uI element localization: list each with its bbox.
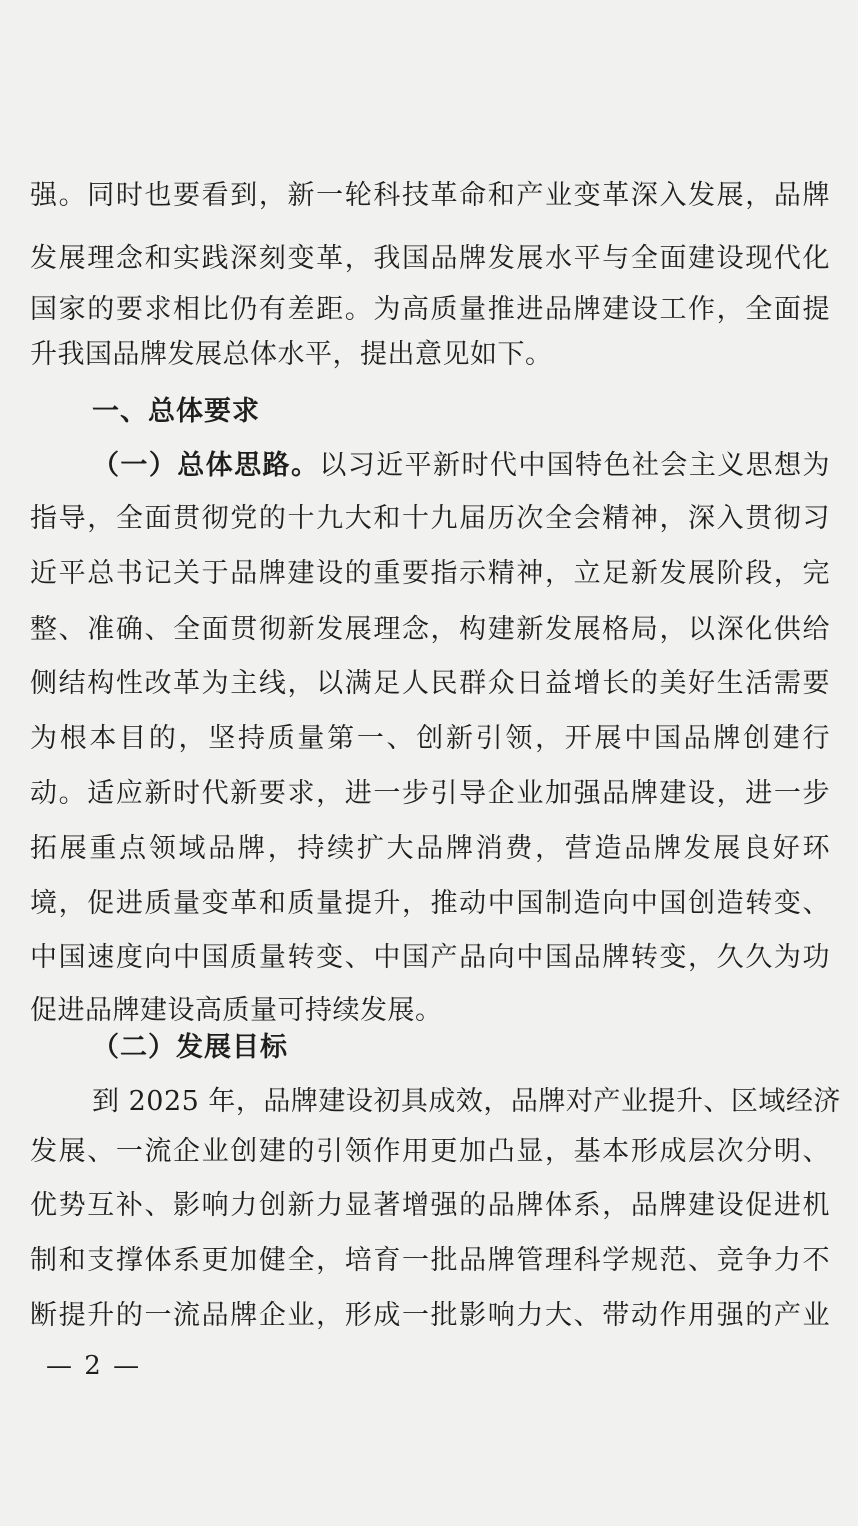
subsection-lead: （一）总体思路。 [92, 450, 320, 481]
paragraph-line: 制和支撑体系更加健全，培育一批品牌管理科学规范、竞争力不 [30, 1245, 830, 1276]
paragraph-line: 断提升的一流品牌企业，形成一批影响力大、带动作用强的产业 [30, 1300, 830, 1331]
subsection-first-line-text: 以习近平新时代中国特色社会主义思想为 [319, 450, 831, 481]
paragraph-line: 促进品牌建设高质量可持续发展。 [30, 995, 443, 1026]
paragraph-line: 发展、一流企业创建的引领作用更加凸显，基本形成层次分明、 [30, 1136, 830, 1167]
paragraph-line: 发展理念和实践深刻变革，我国品牌发展水平与全面建设现代化 [30, 243, 830, 274]
subsection-first-line [92, 446, 830, 486]
page-number: — 2 — [46, 1351, 142, 1381]
paragraph-line: 中国速度向中国质量转变、中国产品向中国品牌转变，久久为功 [30, 942, 830, 973]
subsection-heading: （二）发展目标 [92, 1032, 288, 1063]
paragraph-line: 侧结构性改革为主线，以满足人民群众日益增长的美好生活需要 [30, 668, 830, 699]
paragraph-line: 动。适应新时代新要求，进一步引导企业加强品牌建设，进一步 [30, 778, 830, 809]
paragraph-line: 国家的要求相比仍有差距。为高质量推进品牌建设工作，全面提 [30, 294, 830, 325]
paragraph-line: 境，促进质量变革和质量提升，推动中国制造向中国创造转变、 [30, 888, 830, 919]
subsection-first-line: 到 2025 年，品牌建设初具成效，品牌对产业提升、区域经济 [92, 1086, 841, 1117]
section-heading: 一、总体要求 [92, 396, 260, 427]
paragraph-line: 为根本目的，坚持质量第一、创新引领，开展中国品牌创建行 [30, 723, 830, 754]
paragraph-line: 优势互补、影响力创新力显著增强的品牌体系，品牌建设促进机 [30, 1190, 830, 1221]
paragraph-line: 升我国品牌发展总体水平，提出意见如下。 [30, 339, 553, 370]
paragraph-line: 指导，全面贯彻党的十九大和十九届历次全会精神，深入贯彻习 [30, 503, 830, 534]
paragraph-line: 拓展重点领域品牌，持续扩大品牌消费，营造品牌发展良好环 [30, 833, 830, 864]
paragraph-line: 强。同时也要看到，新一轮科技革命和产业变革深入发展，品牌 [30, 180, 830, 211]
paragraph-line: 近平总书记关于品牌建设的重要指示精神，立足新发展阶段，完 [30, 558, 830, 589]
paragraph-line: 整、准确、全面贯彻新发展理念，构建新发展格局，以深化供给 [30, 614, 830, 645]
